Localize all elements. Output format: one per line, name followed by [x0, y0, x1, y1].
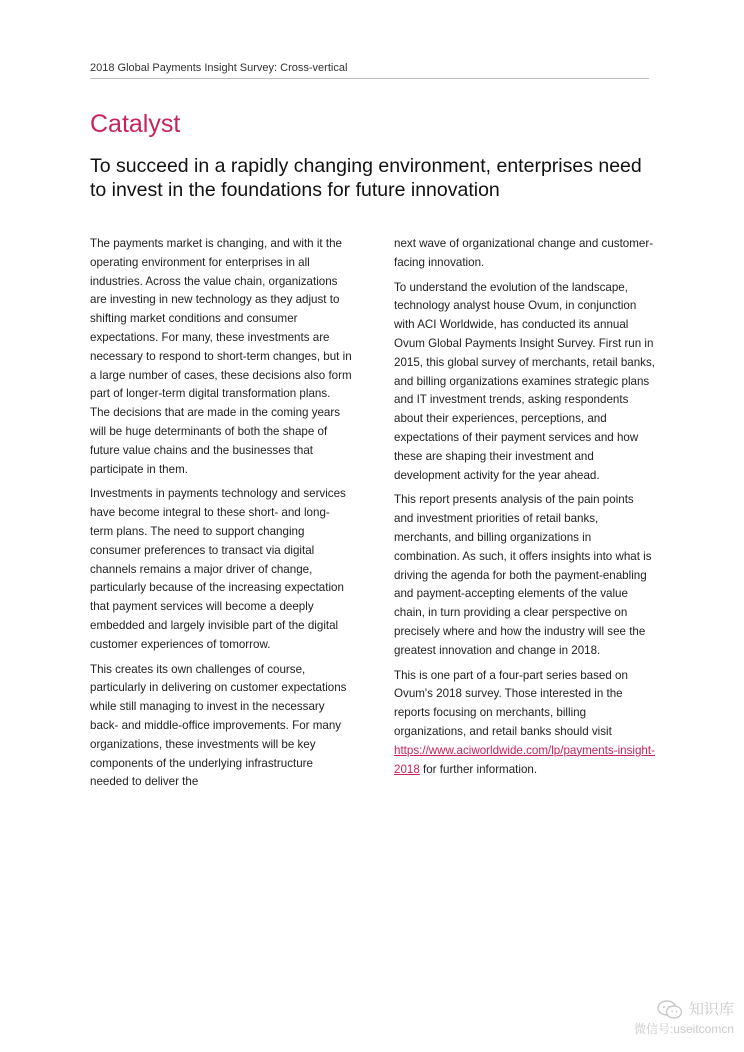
payments-insight-link[interactable]: https://www.aciworldwide.com/lp/payments-insight-2018	[394, 743, 655, 776]
right-column	[394, 235, 656, 785]
paragraph: next wave of organizational change and customer-facing innovation.	[394, 237, 654, 269]
paragraph-text: This is one part of a four-part series based on Ovum's 2018 survey. Those interested in the reports focusing on merchants, billing organizations, and retail banks should visit	[394, 668, 628, 738]
section-title: Catalyst	[90, 110, 181, 138]
paragraph: Investments in payments technology and services have become integral to these short- and long-term plans. The need to support changing consumer preferences to transact via digital channels remains a major driver of change, particularly because of the increasing expectation that payment services will become a deeply embedded and largely invisible part of the digital customer experiences of tomorrow.	[90, 487, 346, 651]
paragraph: This report presents analysis of the pain points and investment priorities of retail banks, merchants, and billing organizations in combination. As such, it offers insights into what is driving the agenda for both the payment-enabling and payment-accepting elements of the value chain, in turn providing a clear perspective on precisely where and how the industry will see the greatest innovation and change in 2018.	[394, 493, 652, 657]
paragraph: This creates its own challenges of course, particularly in delivering on customer expectations while still managing to invest in the necessary back- and middle-office improvements. For many organizations, these investments will be key components of the underlying infrastructure needed to deliver the	[90, 662, 347, 789]
paragraph-text: for further information.	[419, 762, 538, 776]
paragraph	[394, 667, 656, 780]
watermark-account: 微信号:useitcomcn	[633, 1022, 734, 1036]
wechat-icon	[657, 1000, 683, 1020]
section-headline: To succeed in a rapidly changing environment, enterprises need to invest in the foundations for future innovation	[90, 155, 642, 201]
watermark	[634, 1000, 734, 1038]
paragraph: To understand the evolution of the landscape, technology analyst house Ovum, in conjunction with ACI Worldwide, has conducted its annual Ovum Global Payments Insight Survey. First run in 2015, this global survey of merchants, retail banks, and billing organizations examines strategic plans and IT investment trends, asking respondents about their experiences, perceptions, and expectations of their payment services and how these are shaping their investment and development activity for the year ahead.	[394, 280, 655, 482]
watermark-brand: 知识库	[688, 1001, 734, 1018]
running-header: 2018 Global Payments Insight Survey: Cross-vertical	[90, 62, 649, 79]
left-column	[90, 235, 352, 798]
paragraph: The payments market is changing, and with it the operating environment for enterprises in all industries. Across the value chain, organizations are investing in new technology as they adjust to shifting market conditions and consumer expectations. For many, these investments are necessary to respond to short-term changes, but in a large number of cases, these decisions also form part of longer-term digital transformation plans. The decisions that are made in the coming years will be huge determinants of both the shape of future value chains and the businesses that participate in them.	[90, 237, 352, 476]
